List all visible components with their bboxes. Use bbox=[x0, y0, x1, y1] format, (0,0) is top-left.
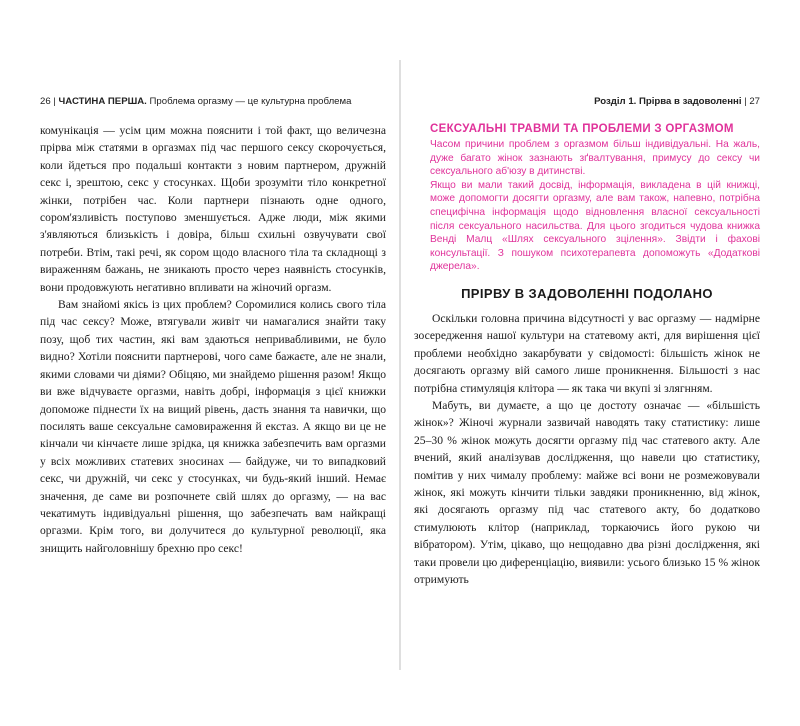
left-page-body bbox=[40, 122, 386, 557]
part-label: ЧАСТИНА ПЕРША. bbox=[58, 96, 147, 107]
left-page bbox=[40, 96, 386, 557]
section-title: ПРІРВУ В ЗАДОВОЛЕННІ ПОДОЛАНО bbox=[461, 285, 713, 301]
running-head-separator: | bbox=[53, 96, 59, 107]
sidebar-box-title: СЕКСУАЛЬНІ ТРАВМИ ТА ПРОБЛЕМИ З ОРГАЗМОМ bbox=[430, 123, 734, 135]
right-paragraph-2: Мабуть, ви думаєте, а що це достоту означає — «більшість жінок»? Жіночі журнали зазвичай наводять таку статистику: лише 25–30 % жінок можуть досягти оргазму під час статевого акту. Але вчений, який аналізував дослідження, що навели цю статистику, помітив у них чималу проблему: майже всі вони не розмежовували жінок, які можуть кінчити тільки завдяки проникненню, від жінок, які досягають оргазму під час статевого акту, бо додатково стимулюють клітор (наприклад, торкаючись його рукою чи вібратором). Утім, цікаво, що нещодавно два різні дослідження, які таки провели цю диференціацію, виявили: усього близько 15 % жінок отримують bbox=[414, 398, 760, 587]
right-page bbox=[414, 96, 760, 588]
sidebar-paragraph-2: Якщо ви мали такий досвід, інформація, викладена в цій книжці, може допомогти досягти оргазму, але вам також, напевно, потрібна специфічна інформація щодо відновлення власної сексуальності після сексуального насильства. Для цього згодиться чудова книжка Венді Малц «Шлях сексуального зцілення». Звідти і фахові консультації. З пошуком психотерапевта допоможуть «Додаткові джерела». bbox=[430, 179, 760, 273]
left-running-head bbox=[40, 96, 386, 108]
sidebar-box-body bbox=[414, 138, 760, 274]
running-head-separator: | bbox=[744, 96, 750, 107]
left-paragraph-2: Вам знайомі якісь із цих проблем? Соромилися колись свого тіла під час сексу? Може, втягували живіт чи намагалися знайти таку позу, щоб тих частин, які вам здаються непривабливими, не було видно? Хотіли пояснити партнерові, чого саме бажаєте, але не знали, якими словами чи діями? Обіцяю, ми знайдемо рішення разом! Якщо ви вже відчуваєте оргазми, навіть добрі, інформація з цієї книжки допоможе піднести їх на вищий рівень, дасть знання та навички, що посилять ваше сексуальне самовираження й екстаз. А якщо ви це не кінчали чи кінчаєте лише зрідка, ця книжка забезпечить вам оргазми у всіх можливих статевих зносинах — байдуже, чи то випадковий секс, чи дружній, чи секс у стосунках, чи будь-який інший. Немає значення, де саме ви розпочнете свій шлях до оргазму, — на вас чекатимуть індивідуальні рішення, що забезпечать вам найкращі оргазми. Крім того, ви долучитеся до культурної революції, яка знищить найголовнішу брехню про секс! bbox=[40, 298, 386, 555]
chapter-label: Розділ 1. Прірва в задоволенні bbox=[594, 96, 742, 107]
sidebar-paragraph-1: Часом причини проблем з оргазмом більш індивідуальні. На жаль, дуже багато жінок зазнають зґвалтування, примусу до сексу чи сексуального аб'юзу в дитинстві. bbox=[430, 139, 760, 178]
right-running-head bbox=[414, 96, 760, 108]
left-paragraph-1: комунікація — усім цим можна пояснити і той факт, що величезна прірва між статями в оргазмах під час першого сексу скорочується, коли йдеться про подальші контакти з новим партнером, дружній секс і, зрештою, секс у стосунках. Щоби зрозуміти тіло конкретної жінки, потрібен час. Коли партнери пізнають одне одного, сором'язливість поступово зменшується. Адже люди, між якими з'являються близькість і довіра, більш схильні озвучувати свої потреби. Втім, такі речі, як сором щодо власного тіла та складнощі з вираженням бажань, не зникають просто через наявність стосунків, вони продовжують негативно впливати на жіночий оргазм. bbox=[40, 124, 386, 294]
part-subtitle: Проблема оргазму — це культурна проблема bbox=[149, 96, 352, 107]
right-page-number: 27 bbox=[749, 96, 760, 107]
right-paragraph-1: Оскільки головна причина відсутності у вас оргазму — надмірне зосередження нашої культури на статевому акті, для вирішення цієї проблеми необхідно закарбувати у свідомості: більшість жінок не досягають оргазму вій самого лише проникнення. Більшості з нас потрібна стимуляція клітора — як така чи вкупі зі злягнням. bbox=[414, 311, 760, 395]
book-gutter bbox=[399, 60, 401, 670]
sidebar-box bbox=[414, 122, 760, 274]
right-page-body bbox=[414, 310, 760, 589]
left-page-number: 26 bbox=[40, 96, 51, 107]
